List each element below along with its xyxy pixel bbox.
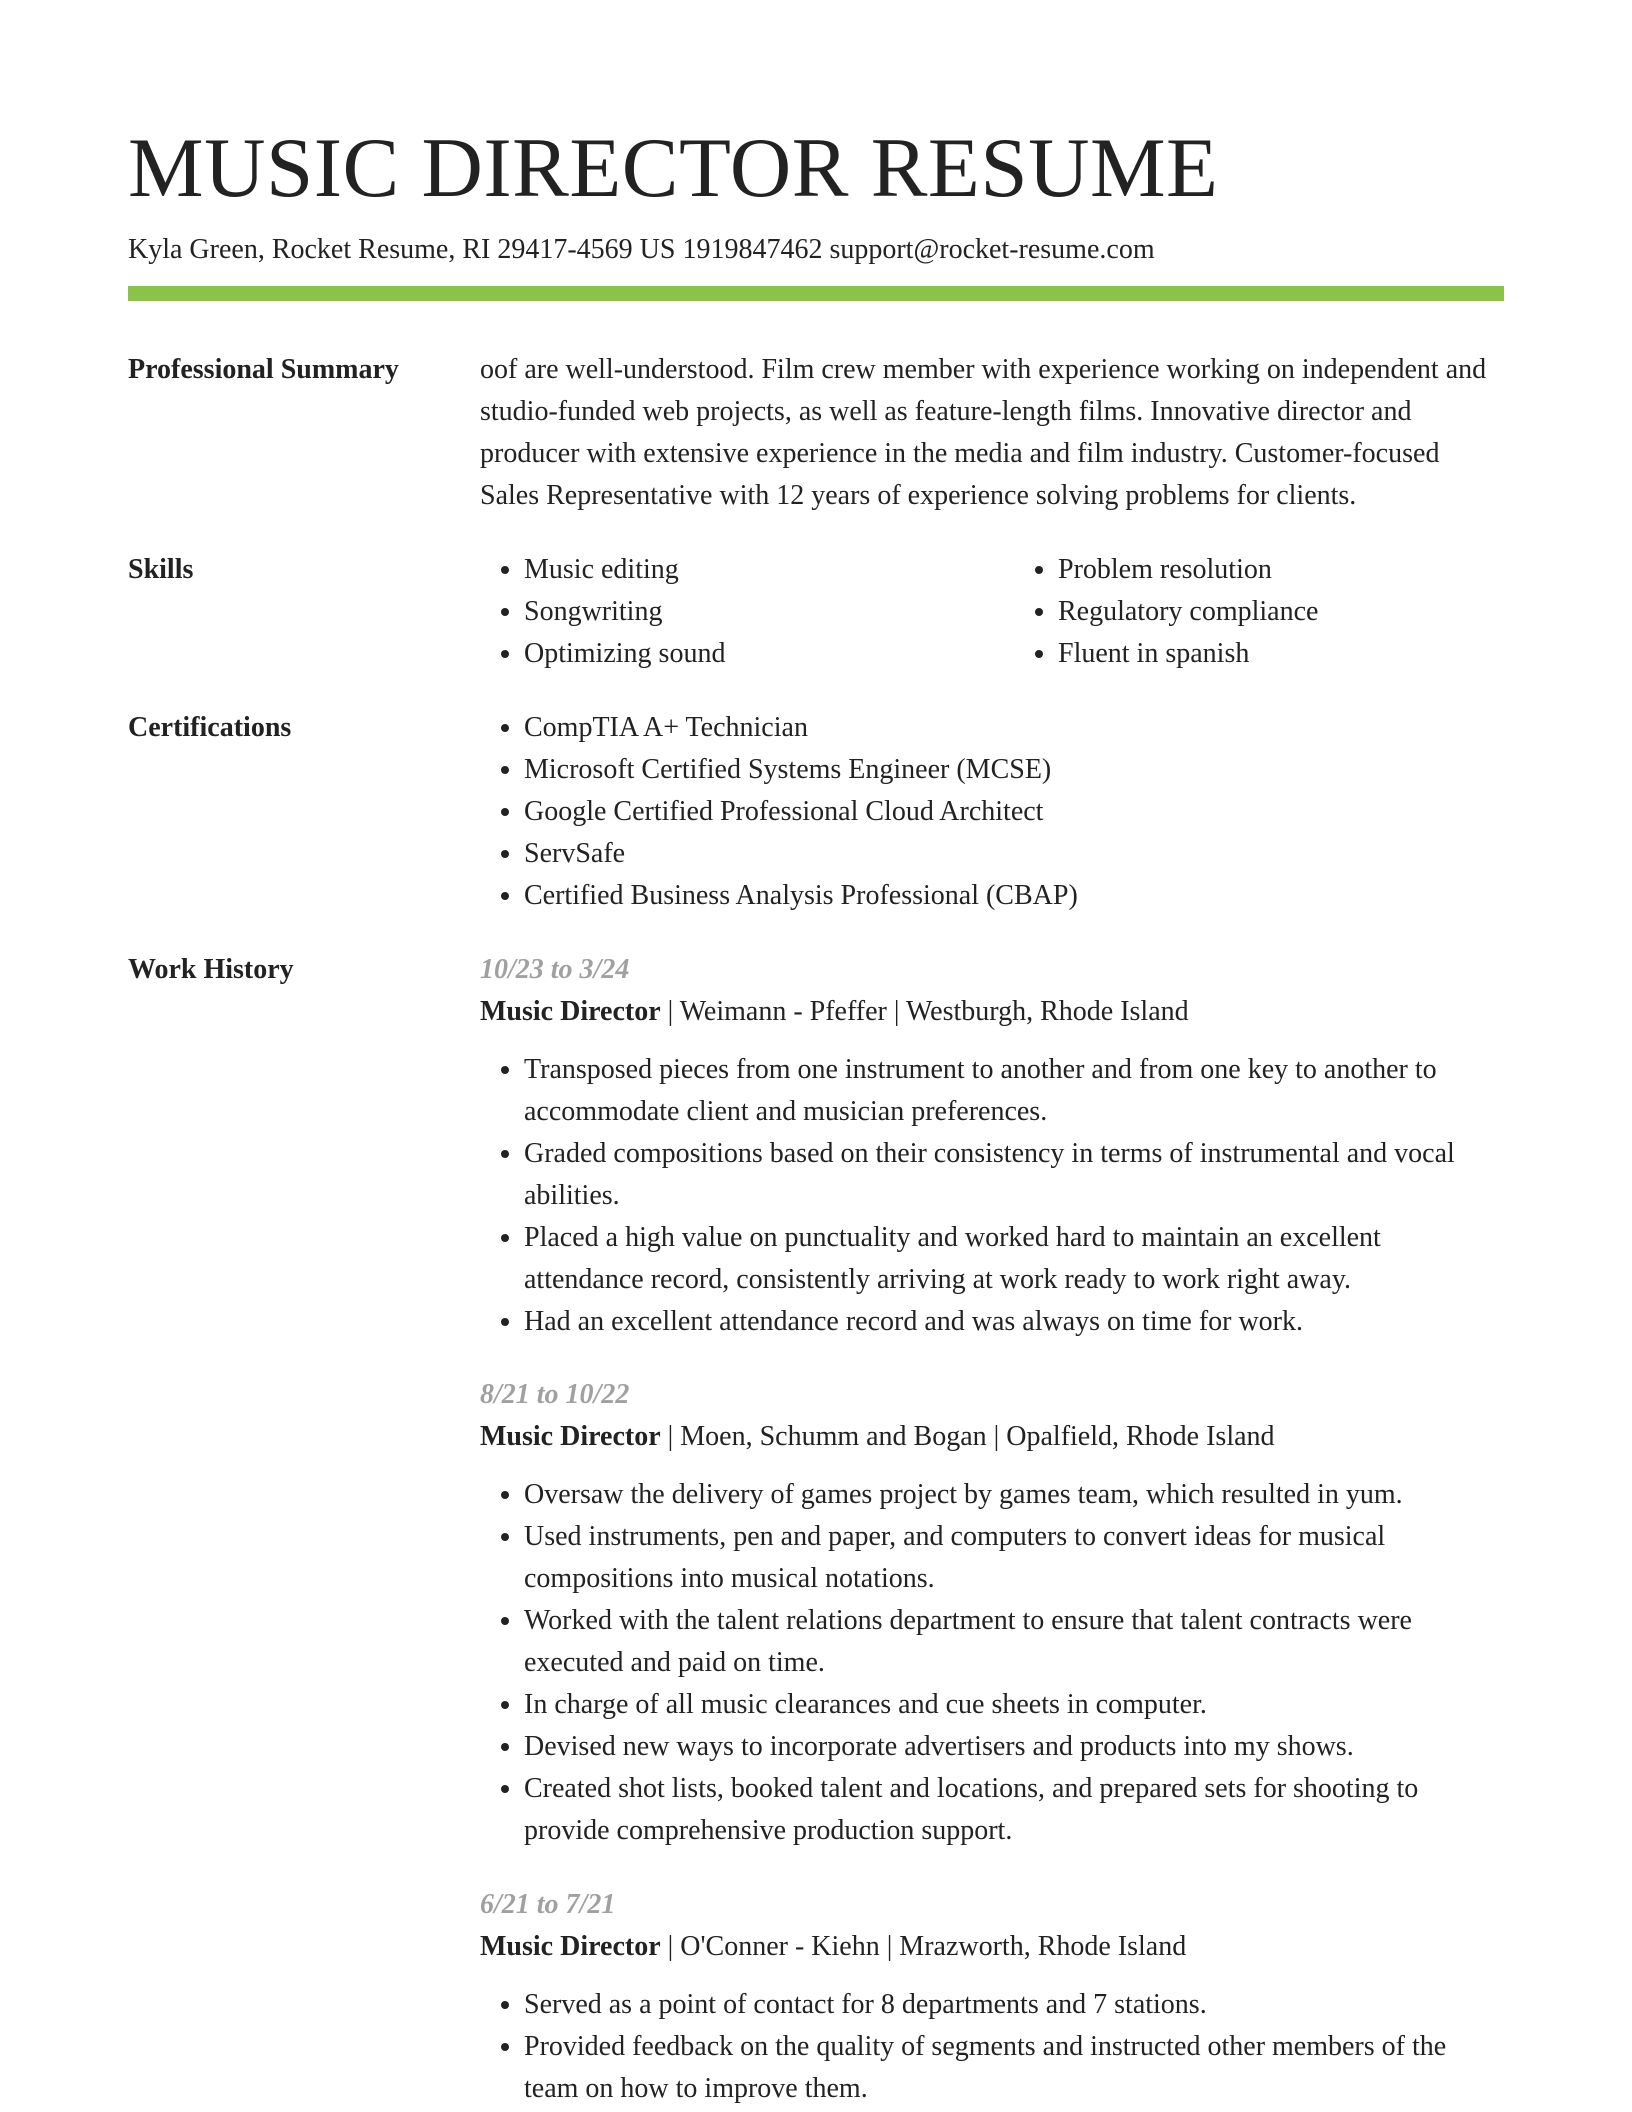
job-bullet: • Graded compositions based on their consistency in terms of instrumental and vocal abilities. bbox=[524, 1133, 1504, 1217]
job-date: 10/23 to 3/24 bbox=[480, 954, 630, 985]
skill-item: • Optimizing sound bbox=[524, 633, 970, 675]
job-details: | Weimann - Pfeffer | Westburgh, Rhode Island bbox=[660, 996, 1189, 1027]
skill-item: • Songwriting bbox=[524, 591, 970, 633]
skills-label: Skills bbox=[128, 554, 194, 585]
skill-item: • Problem resolution bbox=[1058, 549, 1504, 591]
job-date: 6/21 to 7/21 bbox=[480, 1889, 616, 1920]
job-date: 8/21 to 10/22 bbox=[480, 1379, 630, 1410]
resume-title: MUSIC DIRECTOR RESUME bbox=[128, 121, 1219, 215]
certification-item: • ServSafe bbox=[524, 833, 1504, 875]
job-details: | Moen, Schumm and Bogan | Opalfield, Rhode Island bbox=[660, 1421, 1275, 1452]
job-bullets bbox=[480, 1984, 1504, 2110]
skills-list-col2 bbox=[1014, 549, 1504, 675]
job-bullet: • Devised new ways to incorporate advertisers and products into my shows. bbox=[524, 1726, 1504, 1768]
certifications-label: Certifications bbox=[128, 712, 292, 743]
skill-item: • Regulatory compliance bbox=[1058, 591, 1504, 633]
certification-item: • CompTIA A+ Technician bbox=[524, 707, 1504, 749]
job-bullet: • Provided feedback on the quality of segments and instructed other members of the team on how to improve them. bbox=[524, 2026, 1504, 2110]
job-role: Music Director bbox=[480, 1421, 661, 1452]
skills-list-col1 bbox=[480, 549, 970, 675]
skill-item: • Music editing bbox=[524, 549, 970, 591]
job-bullet: • In charge of all music clearances and cue sheets in computer. bbox=[524, 1684, 1504, 1726]
job-details: | O'Conner - Kiehn | Mrazworth, Rhode Island bbox=[660, 1931, 1187, 1962]
job-bullet: • Worked with the talent relations department to ensure that talent contracts were executed and paid on time. bbox=[524, 1600, 1504, 1684]
job-bullets bbox=[480, 1474, 1504, 1852]
skill-item: • Fluent in spanish bbox=[1058, 633, 1504, 675]
job-title-line bbox=[480, 991, 1504, 1033]
job-bullet: • Used instruments, pen and paper, and computers to convert ideas for musical compositions into musical notations. bbox=[524, 1516, 1504, 1600]
certification-item: • Google Certified Professional Cloud Architect bbox=[524, 791, 1504, 833]
job-bullet: • Transposed pieces from one instrument to another and from one key to another to accommodate client and musician preferences. bbox=[524, 1049, 1504, 1133]
work-history-label: Work History bbox=[128, 954, 294, 985]
job-title-line bbox=[480, 1926, 1504, 1968]
job-entry bbox=[480, 949, 1504, 1343]
certifications-list bbox=[480, 707, 1504, 917]
job-bullet: • Placed a high value on punctuality and worked hard to maintain an excellent attendance record, consistently arriving at work ready to work right away. bbox=[524, 1217, 1504, 1301]
header-divider bbox=[128, 286, 1504, 301]
job-bullet: • Created shot lists, booked talent and locations, and prepared sets for shooting to provide comprehensive production support. bbox=[524, 1768, 1504, 1852]
certification-item: • Certified Business Analysis Professional (CBAP) bbox=[524, 875, 1504, 917]
summary-content bbox=[480, 349, 1504, 517]
job-bullet: • Oversaw the delivery of games project by games team, which resulted in yum. bbox=[524, 1474, 1504, 1516]
contact-line: Kyla Green, Rocket Resume, RI 29417-4569 US 1919847462 support@rocket-resume.com bbox=[128, 234, 1155, 265]
job-role: Music Director bbox=[480, 1931, 661, 1962]
certification-item: • Microsoft Certified Systems Engineer (MCSE) bbox=[524, 749, 1504, 791]
summary-text: oof are well-understood. Film crew member with experience working on independent and studio-funded web projects, as well as feature-length films. Innovative director and producer with extensive experience in the media and film industry. Customer-focused Sales Representative with 12 years of experience solving problems for clients. bbox=[480, 354, 1487, 511]
job-entry bbox=[480, 1374, 1504, 1852]
job-role: Music Director bbox=[480, 996, 661, 1027]
summary-label: Professional Summary bbox=[128, 354, 399, 385]
job-entry bbox=[480, 1884, 1504, 2110]
job-bullets bbox=[480, 1049, 1504, 1343]
certifications-content bbox=[480, 707, 1504, 917]
job-bullet: • Had an excellent attendance record and was always on time for work. bbox=[524, 1301, 1504, 1343]
job-bullet: • Served as a point of contact for 8 departments and 7 stations. bbox=[524, 1984, 1504, 2026]
job-title-line bbox=[480, 1416, 1504, 1458]
skills-content bbox=[480, 549, 1504, 675]
